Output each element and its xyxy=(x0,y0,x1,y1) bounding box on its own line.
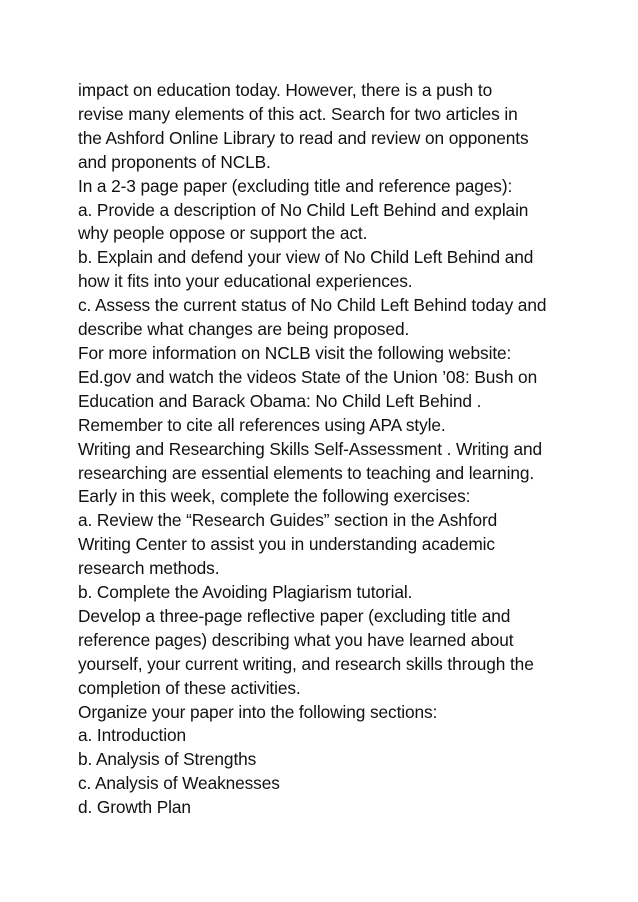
text-line: Writing and Researching Skills Self-Assessment . Writing and xyxy=(78,438,542,459)
text-line: Remember to cite all references using APA style. xyxy=(78,414,446,435)
text-line: For more information on NCLB visit the following website: xyxy=(78,342,512,363)
text-line: how it fits into your educational experiences. xyxy=(78,271,413,292)
text-line: reference pages) describing what you have learned about xyxy=(78,629,514,650)
text-line: describe what changes are being proposed. xyxy=(78,319,410,340)
text-line: Education and Barack Obama: No Child Left Behind . xyxy=(78,390,482,411)
list-item: b. Complete the Avoiding Plagiarism tutorial. xyxy=(78,582,413,603)
list-item: b. Analysis of Strengths xyxy=(78,749,257,770)
text-line: Develop a three-page reflective paper (excluding title and xyxy=(78,605,511,626)
text-line: revise many elements of this act. Search for two articles in xyxy=(78,103,518,124)
text-line: researching are essential elements to teaching and learning. xyxy=(78,462,535,483)
text-line: the Ashford Online Library to read and review on opponents xyxy=(78,127,529,148)
text-line: Ed.gov and watch the videos State of the Union ’08: Bush on xyxy=(78,366,538,387)
list-item: a. Introduction xyxy=(78,725,187,746)
text-line: why people oppose or support the act. xyxy=(78,223,368,244)
document-body-text xyxy=(78,79,578,820)
text-line: yourself, your current writing, and research skills through the xyxy=(78,653,534,674)
list-item: b. Explain and defend your view of No Child Left Behind and xyxy=(78,247,534,268)
text-line: Early in this week, complete the following exercises: xyxy=(78,486,471,507)
text-line: Writing Center to assist you in understanding academic xyxy=(78,534,495,555)
list-item: a. Review the “Research Guides” section in the Ashford xyxy=(78,510,498,531)
list-item: c. Analysis of Weaknesses xyxy=(78,773,280,794)
list-item: a. Provide a description of No Child Left Behind and explain xyxy=(78,199,529,220)
text-line: and proponents of NCLB. xyxy=(78,151,271,172)
list-item: c. Assess the current status of No Child Left Behind today and xyxy=(78,295,547,316)
text-line: In a 2-3 page paper (excluding title and reference pages): xyxy=(78,175,513,196)
text-line: research methods. xyxy=(78,558,220,579)
list-item: d. Growth Plan xyxy=(78,797,191,818)
text-line: Organize your paper into the following sections: xyxy=(78,701,438,722)
text-line: impact on education today. However, there is a push to xyxy=(78,80,493,100)
text-line: completion of these activities. xyxy=(78,677,301,698)
